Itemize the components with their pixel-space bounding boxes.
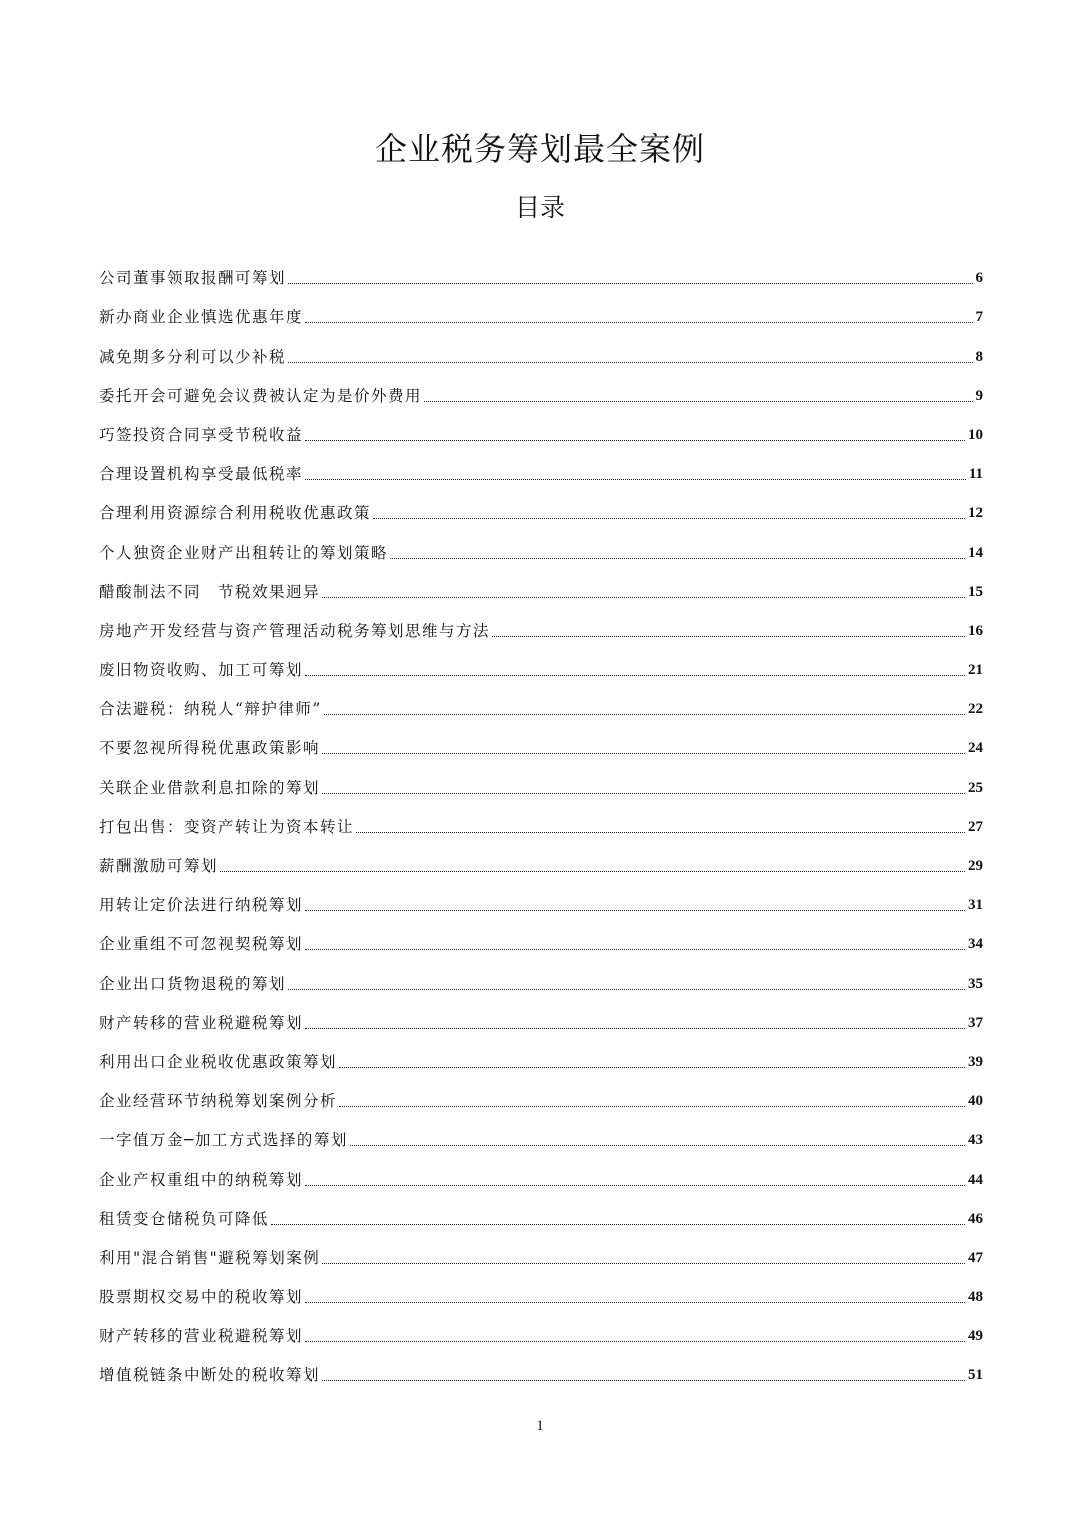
toc-entry-page-number[interactable]: 27 bbox=[968, 818, 983, 835]
toc-entry-title[interactable]: 企业产权重组中的纳税筹划 bbox=[99, 1170, 304, 1189]
toc-heading: 目录 bbox=[514, 193, 565, 222]
toc-dot-leader bbox=[305, 1028, 965, 1029]
toc-dot-leader bbox=[356, 832, 965, 833]
toc-entry[interactable] bbox=[99, 1073, 983, 1112]
toc-entry[interactable] bbox=[99, 564, 983, 603]
toc-dot-leader bbox=[322, 753, 965, 754]
toc-entry-title[interactable]: 合法避税：纳税人“辩护律师” bbox=[99, 700, 322, 719]
toc-entry-page-number[interactable]: 11 bbox=[968, 466, 983, 483]
toc-entry[interactable] bbox=[99, 1308, 983, 1347]
toc-entry-page-number[interactable]: 37 bbox=[968, 1014, 983, 1031]
toc-entry-page-number[interactable]: 16 bbox=[968, 622, 983, 639]
toc-dot-leader bbox=[492, 636, 965, 637]
toc-dot-leader bbox=[324, 714, 965, 715]
toc-dot-leader bbox=[305, 322, 972, 323]
toc-dot-leader bbox=[288, 283, 972, 284]
toc-dot-leader bbox=[305, 440, 965, 441]
toc-entry-title[interactable]: 公司董事领取报酬可筹划 bbox=[99, 269, 287, 288]
toc-entry-title[interactable]: 薪酬激励可筹划 bbox=[99, 857, 219, 875]
toc-entry-title[interactable]: 增值税链条中断处的税收筹划 bbox=[99, 1366, 321, 1385]
toc-entry-title[interactable]: 不要忽视所得税优惠政策影响 bbox=[99, 739, 321, 758]
toc-entry[interactable] bbox=[99, 485, 983, 524]
toc-dot-leader bbox=[305, 1185, 965, 1186]
toc-entry-title[interactable]: 醋酸制法不同 节税效果迥异 bbox=[99, 582, 321, 601]
toc-entry[interactable] bbox=[99, 1034, 983, 1073]
toc-dot-leader bbox=[288, 989, 965, 990]
toc-entry-page-number[interactable]: 48 bbox=[968, 1289, 983, 1306]
toc-entry-title[interactable]: 用转让定价法进行纳税筹划 bbox=[99, 896, 304, 915]
toc-entry-title[interactable]: 合理设置机构享受最低税率 bbox=[99, 465, 304, 484]
toc-entry-page-number[interactable]: 14 bbox=[968, 544, 983, 561]
toc-entry[interactable] bbox=[99, 603, 983, 642]
toc-entry-title[interactable]: 企业重组不可忽视契税筹划 bbox=[99, 935, 304, 954]
toc-dot-leader bbox=[339, 1067, 965, 1068]
toc-entry[interactable] bbox=[99, 1230, 983, 1269]
toc-entry[interactable] bbox=[99, 681, 983, 720]
toc-dot-leader bbox=[322, 597, 965, 598]
toc-entry[interactable] bbox=[99, 368, 983, 407]
toc-dot-leader bbox=[305, 949, 965, 950]
toc-entry-title[interactable]: 企业经营环节纳税筹划案例分析 bbox=[99, 1092, 338, 1111]
toc-dot-leader bbox=[305, 1302, 965, 1303]
toc-entry[interactable] bbox=[99, 1269, 983, 1308]
toc-entry-title[interactable]: 利用"混合销售"避税筹划案例 bbox=[99, 1248, 321, 1267]
toc-entry-title[interactable]: 利用出口企业税收优惠政策筹划 bbox=[99, 1052, 338, 1071]
toc-entry[interactable] bbox=[99, 1347, 983, 1386]
toc-dot-leader bbox=[390, 558, 965, 559]
toc-entry[interactable] bbox=[99, 759, 983, 798]
toc-entry[interactable] bbox=[99, 328, 983, 367]
toc-entry-title[interactable]: 打包出售：变资产转让为资本转让 bbox=[99, 817, 355, 836]
toc-dot-leader bbox=[220, 871, 965, 872]
toc-entry-title[interactable]: 企业出口货物退税的筹划 bbox=[99, 974, 287, 993]
toc-entry-page-number[interactable]: 39 bbox=[968, 1053, 983, 1070]
toc-entry[interactable] bbox=[99, 407, 983, 446]
toc-entry-title[interactable]: 个人独资企业财产出租转让的筹划策略 bbox=[99, 543, 389, 562]
toc-entry-title[interactable]: 关联企业借款利息扣除的筹划 bbox=[99, 778, 321, 797]
toc-entry-title[interactable]: 废旧物资收购、加工可筹划 bbox=[99, 661, 304, 680]
toc-entry-page-number[interactable]: 7 bbox=[975, 309, 983, 326]
toc-entry[interactable] bbox=[99, 955, 983, 994]
toc-dot-leader bbox=[305, 675, 965, 676]
table-of-contents bbox=[99, 250, 983, 1386]
toc-entry-title[interactable]: 一字值万金─加工方式选择的筹划 bbox=[99, 1131, 348, 1150]
toc-entry[interactable] bbox=[99, 838, 983, 877]
toc-dot-leader bbox=[424, 401, 972, 402]
toc-entry[interactable] bbox=[99, 877, 983, 916]
toc-entry[interactable] bbox=[99, 720, 983, 759]
toc-entry-page-number[interactable]: 9 bbox=[975, 387, 983, 404]
toc-entry-page-number[interactable]: 22 bbox=[968, 701, 983, 718]
toc-entry-page-number[interactable]: 12 bbox=[968, 505, 983, 522]
toc-entry[interactable] bbox=[99, 289, 983, 328]
toc-entry[interactable] bbox=[99, 446, 983, 485]
toc-entry-page-number[interactable]: 15 bbox=[968, 583, 983, 600]
toc-entry[interactable] bbox=[99, 1191, 983, 1230]
toc-entry[interactable] bbox=[99, 799, 983, 838]
toc-dot-leader bbox=[305, 910, 965, 911]
toc-dot-leader bbox=[288, 362, 972, 363]
toc-entry-page-number[interactable]: 8 bbox=[975, 348, 983, 365]
toc-entry-title[interactable]: 租赁变仓储税负可降低 bbox=[99, 1209, 270, 1228]
toc-entry-page-number[interactable]: 46 bbox=[968, 1210, 983, 1227]
toc-dot-leader bbox=[373, 518, 965, 519]
toc-entry-page-number[interactable]: 31 bbox=[968, 897, 983, 914]
toc-entry-page-number[interactable]: 34 bbox=[968, 936, 983, 953]
page-number: 1 bbox=[536, 1418, 544, 1434]
toc-entry[interactable] bbox=[99, 916, 983, 955]
document-title: 企业税务筹划最全案例 bbox=[374, 130, 705, 168]
toc-entry[interactable] bbox=[99, 642, 983, 681]
toc-entry-page-number[interactable]: 10 bbox=[968, 426, 983, 443]
toc-entry-page-number[interactable]: 43 bbox=[968, 1132, 983, 1149]
toc-entry-page-number[interactable]: 47 bbox=[968, 1249, 983, 1266]
toc-dot-leader bbox=[322, 1263, 965, 1264]
toc-entry[interactable] bbox=[99, 995, 983, 1034]
toc-entry-page-number[interactable]: 21 bbox=[968, 662, 983, 679]
toc-entry-title[interactable]: 财产转移的营业税避税筹划 bbox=[99, 1013, 304, 1032]
toc-dot-leader bbox=[322, 1380, 965, 1381]
toc-entry[interactable] bbox=[99, 250, 983, 289]
toc-entry-title[interactable]: 合理利用资源综合利用税收优惠政策 bbox=[99, 504, 372, 523]
toc-entry[interactable] bbox=[99, 1151, 983, 1190]
toc-entry-page-number[interactable]: 25 bbox=[968, 779, 983, 796]
toc-entry-title[interactable]: 新办商业企业慎选优惠年度 bbox=[99, 308, 304, 327]
toc-entry-title[interactable]: 财产转移的营业税避税筹划 bbox=[99, 1327, 304, 1346]
toc-entry-title[interactable]: 委托开会可避免会议费被认定为是价外费用 bbox=[99, 386, 423, 405]
toc-entry[interactable] bbox=[99, 1112, 983, 1151]
toc-entry-page-number[interactable]: 35 bbox=[968, 975, 983, 992]
toc-entry[interactable] bbox=[99, 524, 983, 563]
toc-dot-leader bbox=[305, 1341, 965, 1342]
toc-entry-page-number[interactable]: 29 bbox=[968, 858, 983, 874]
toc-entry-title[interactable]: 房地产开发经营与资产管理活动税务筹划思维与方法 bbox=[99, 621, 491, 640]
toc-entry-page-number[interactable]: 6 bbox=[975, 270, 983, 287]
toc-dot-leader bbox=[305, 479, 966, 480]
toc-entry-title[interactable]: 减免期多分利可以少补税 bbox=[99, 347, 287, 366]
toc-entry-page-number[interactable]: 24 bbox=[968, 740, 983, 757]
toc-dot-leader bbox=[322, 793, 965, 794]
toc-entry-page-number[interactable]: 44 bbox=[968, 1171, 983, 1188]
toc-entry-title[interactable]: 股票期权交易中的税收筹划 bbox=[99, 1288, 304, 1307]
toc-entry-page-number[interactable]: 51 bbox=[968, 1367, 983, 1384]
toc-dot-leader bbox=[350, 1145, 965, 1146]
toc-dot-leader bbox=[271, 1224, 965, 1225]
toc-entry-title[interactable]: 巧签投资合同享受节税收益 bbox=[99, 425, 304, 444]
toc-entry-page-number[interactable]: 49 bbox=[968, 1328, 983, 1345]
toc-dot-leader bbox=[339, 1106, 965, 1107]
toc-entry-page-number[interactable]: 40 bbox=[968, 1093, 983, 1110]
